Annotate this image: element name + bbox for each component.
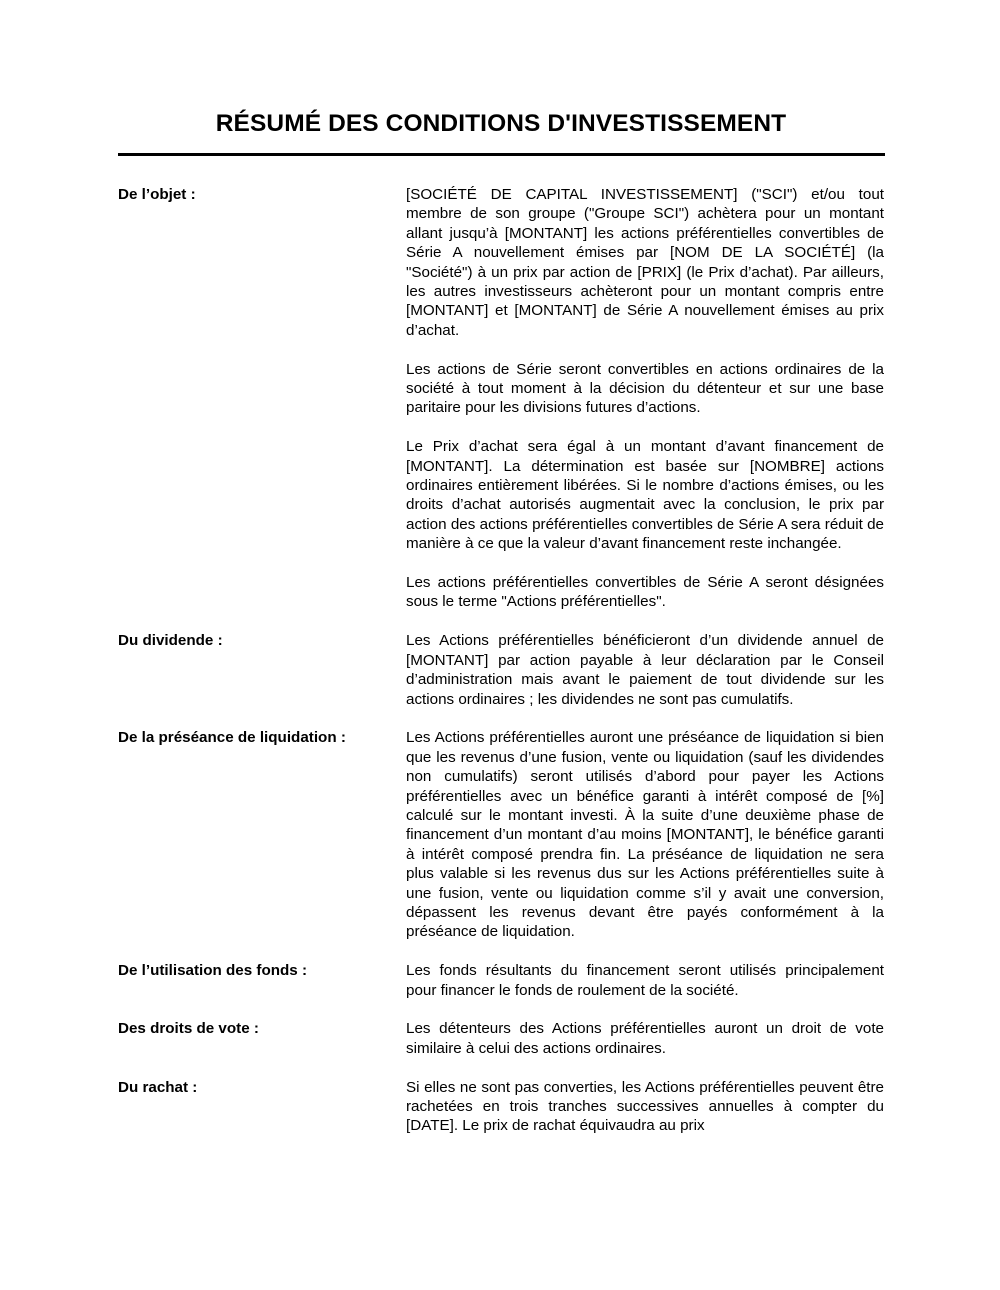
term-section xyxy=(118,961,884,1000)
term-description xyxy=(406,185,884,612)
term-section xyxy=(118,1019,884,1058)
term-paragraph: Les fonds résultants du financement seront utilisés principalement pour financer le fonds de roulement de la société. xyxy=(406,962,884,999)
term-description xyxy=(406,728,884,941)
term-label: Du rachat : xyxy=(118,1078,198,1096)
term-description xyxy=(406,1078,884,1136)
term-paragraph: Les actions préférentielles convertibles de Série A seront désignées sous le terme "Actions préférentielles". xyxy=(406,574,884,611)
term-paragraph: Les Actions préférentielles bénéficieront d’un dividende annuel de [MONTANT] par action payable à leur déclaration par le Conseil d’administration mais avant le paiement de tout dividende sur les actions ordinaires ; les dividendes ne sont pas cumulatifs. xyxy=(406,632,884,708)
document-body xyxy=(118,185,884,1136)
term-description xyxy=(406,631,884,709)
term-label: De la préséance de liquidation : xyxy=(118,729,346,747)
term-paragraph: Le Prix d’achat sera égal à un montant d’avant financement de [MONTANT]. La détermination est basée sur [NOMBRE] actions ordinaires entièrement libérées. Si le nombre d’actions émises, ou les droits d’achat autorisés augmentait avec la conclusion, le prix par action des actions préférentielles convertibles de Série A sera réduit de manière à ce que la valeur d’avant financement reste inchangée. xyxy=(406,438,884,553)
term-label: De l’objet : xyxy=(118,186,196,203)
term-paragraph: Les actions de Série seront convertibles en actions ordinaires de la société à tout moment à la décision du détenteur et sur une base paritaire pour les divisions futures d’actions. xyxy=(406,360,884,417)
term-description xyxy=(406,1019,884,1058)
term-paragraph: [SOCIÉTÉ DE CAPITAL INVESTISSEMENT] ("SCI") et/ou tout membre de son groupe ("Groupe SCI") achètera pour un montant allant jusqu’à [MONTANT] les actions préférentielles convertibles de Série A nouvellement émises par [NOM DE LA SOCIÉTÉ] (la "Société") à un prix par action de [PRIX] (le Prix d’achat). Par ailleurs, les autres investisseurs achèteront pour un montant compris entre [MONTANT] et [MONTANT] de Série A nouvellement émises au prix d’achat. xyxy=(406,186,884,339)
term-section xyxy=(118,1078,884,1136)
page-title: RÉSUMÉ DES CONDITIONS D'INVESTISSEMENT xyxy=(215,110,787,137)
term-section xyxy=(118,185,884,612)
term-section xyxy=(118,631,884,709)
term-paragraph: Si elles ne sont pas converties, les Actions préférentielles peuvent être rachetées en trois tranches successives annuelles à compter du [DATE]. Le prix de rachat équivaudra au prix xyxy=(406,1078,884,1135)
title-divider xyxy=(118,153,885,156)
term-label: Des droits de vote : xyxy=(118,1020,259,1038)
term-section xyxy=(118,728,884,941)
term-label: De l’utilisation des fonds : xyxy=(118,962,308,980)
term-paragraph: Les Actions préférentielles auront une préséance de liquidation si bien que les revenus d’une fusion, vente ou liquidation (sauf les dividendes non cumulatifs) seront utilisés d’abord pour payer les Actions préférentielles avec un bénéfice garanti à intérêt composé de [%] calculé sur le montant investi. À la suite d’une deuxième phase de financement d’un montant d’au moins [MONTANT], le bénéfice garanti à intérêt composé prendra fin. La préséance de liquidation ne sera plus valable si les revenus dus sur les Actions préférentielles suite à une fusion, vente ou liquidation comme s’il y avait une conversion, dépassent les revenus devant être payés conformément à la préséance de liquidation. xyxy=(406,729,884,941)
term-label: Du dividende : xyxy=(118,632,223,650)
term-paragraph: Les détenteurs des Actions préférentielles auront un droit de vote similaire à celui des actions ordinaires. xyxy=(406,1020,884,1057)
term-description xyxy=(406,961,884,1000)
